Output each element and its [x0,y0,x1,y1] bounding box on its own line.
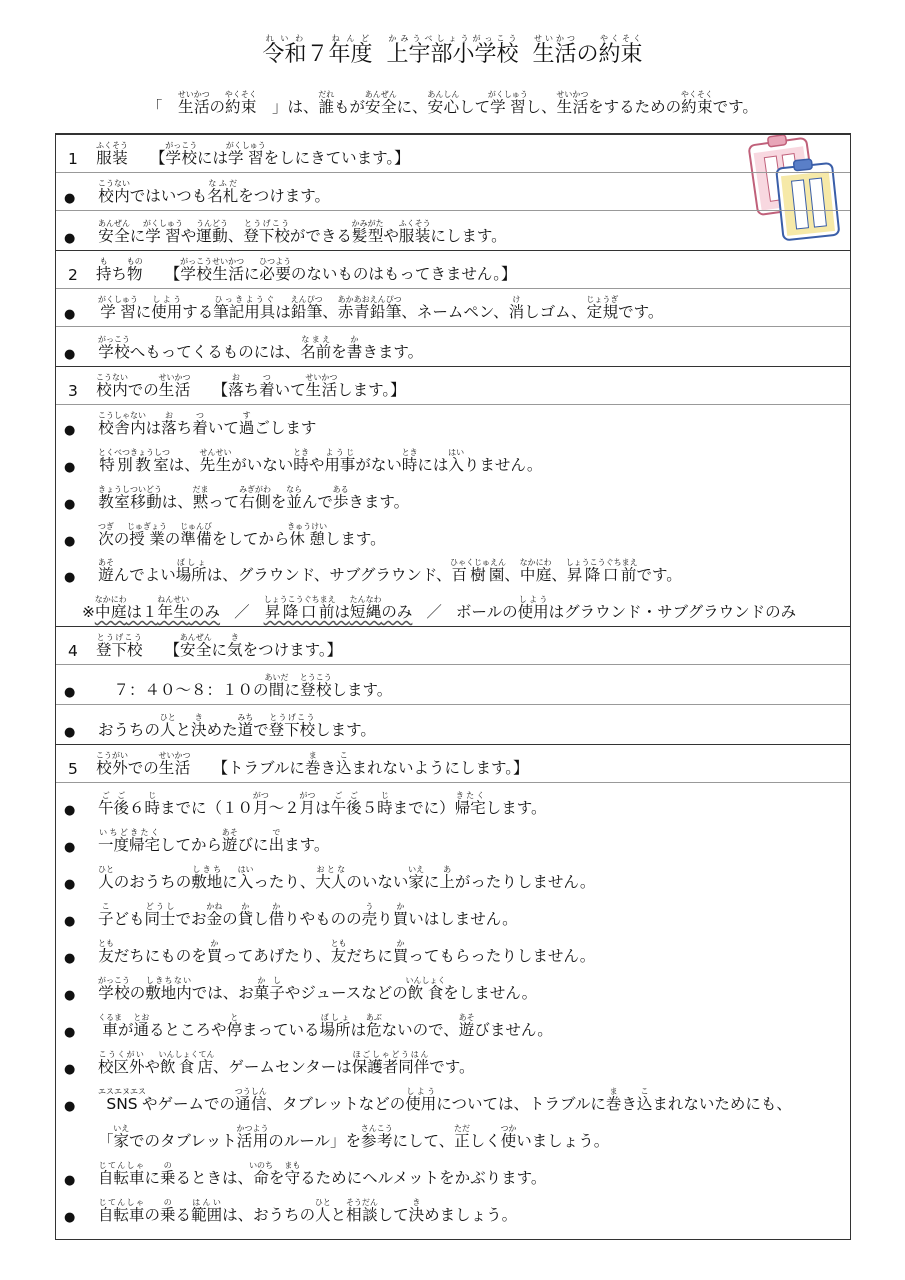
bullet-icon: ● [64,347,76,362]
list-item-text: 「家いえでのタブレット活用かつようのルール」を参考さんこうにして、正ただしく使つかいましょう。 [98,1124,610,1150]
bullet-icon: ● [64,460,76,475]
section-goal: 【学校がっこうには学習がくしゅうをしにきています。】 [150,141,410,167]
page-title: 令和れいわ７年度ねんど上宇部小学校かみうべしょうがっこう生活せいかつの約束やくそく [262,34,643,67]
list-item-text: 校舎内こうしゃないは落おち着ついて過すごします [98,411,317,437]
bullet-icon: ● [64,231,76,246]
title-school: 上宇部小学校かみうべしょうがっこう [386,34,519,67]
list-item-text: 校区外こうくがいや飲食店いんしょくてん、ゲームセンターは保護者同伴ほごしゃどうはんです。 [98,1050,475,1076]
bullet-icon: ● [64,803,76,818]
bullet-icon: ● [64,951,76,966]
list-item [56,172,850,210]
section-goal: 【学校生活がっこうせいかつに必要ひつようのないものはもってきません。】 [164,257,517,283]
list-item-continuation [56,1118,850,1155]
list-item [56,442,850,479]
list-item [56,933,850,970]
bullet-icon: ● [64,570,76,585]
list-item-text: おうちの人ひとと決きめた道みちで登下校とうげこうします。 [98,713,376,739]
list-item-text: 学習がくしゅうに使用しようする筆記用具ひっきようぐは鉛筆えんぴつ、赤青鉛筆あかあおえんぴつ、ネームペン、消けしゴム、定規じょうぎです。 [98,295,664,321]
section-title: 校外こうがいでの生活せいかつ [96,751,191,777]
section-number: 2 [68,266,78,284]
bullet-icon: ● [64,988,76,1003]
bullet-icon: ● [64,497,76,512]
bullet-icon: ● [64,307,76,322]
page-subtitle: 「 生活せいかつの約束やくそく 」は、誰だれもが安全あんぜんに、安心あんしんして学習がくしゅうし、生活せいかつをするための約束やくそくです。 [146,90,758,116]
list-item [56,1007,850,1044]
bullet-icon: ● [64,1173,76,1188]
list-item [56,1044,850,1081]
list-item-text: 自転車じてんしゃに乗のるときは、命いのちを守まもるためにヘルメットをかぶります。 [98,1161,547,1187]
list-item [56,479,850,516]
list-item-text: 友ともだちにものを買かってあげたり、友ともだちに買かってもらったりしません。 [98,939,596,965]
list-item-text: 子こども同士どうしでお金かねの貸かし借かりやものの売うり買かいはしません。 [98,902,518,928]
bullet-icon: ● [64,725,76,740]
section-number: 5 [68,760,78,778]
list-item-text: 学校がっこうへもってくるものには、名前なまえを書かきます。 [98,335,424,361]
bullet-icon: ● [64,914,76,929]
section-header [56,134,850,172]
note-line: ※中庭なかにわは１年生ねんせいのみ ／ 昇降口前しょうこうぐちまえは短縄たんなわのみ ／ ボールの使用しようはグラウンド・サブグラウンドのみ [82,595,797,621]
bullet-icon: ● [64,423,76,438]
list-item [56,822,850,859]
list-item-text: 次つぎの授業じゅぎょうの準備じゅんびをしてから休憩きゅうけいします。 [98,522,386,548]
section-number: 1 [68,150,78,168]
bullet-icon: ● [64,1210,76,1225]
list-item [56,326,850,366]
list-item-text: 教室移動きょうしついどうは、黙だまって右側みぎがわを並ならんで歩あるきます。 [98,485,410,511]
bullet-icon: ● [64,685,76,700]
list-item-text: 安全あんぜんに学習がくしゅうや運動うんどう、登下校とうげこうができる髪型かみがたや服装ふくそうにします。 [98,219,507,245]
list-item [56,970,850,1007]
note-separator: ／ [234,603,250,621]
list-item [56,896,850,933]
section-title: 持もち物もの [96,257,143,283]
list-item-text: 特別教室とくべつきょうしつは、先生せんせいがいない時ときや用事ようじがない時ときには入はいりません。 [98,448,543,474]
bullet-icon: ● [64,1062,76,1077]
bullet-icon: ● [64,1025,76,1040]
section-goal: 【トラブルに巻まき込こまれないようにします。】 [212,751,529,777]
list-item [56,1155,850,1192]
section-number: 4 [68,642,78,660]
section-goal: 【安全あんぜんに気きをつけます。】 [164,633,343,659]
bullet-icon: ● [64,840,76,855]
note-underlined: 昇降口前しょうこうぐちまえは短縄たんなわのみ [263,595,413,621]
section-header [56,626,850,664]
list-item [56,859,850,896]
list-item [56,288,850,326]
bullet-icon: ● [64,534,76,549]
note-underlined: 中庭なかにわは１年生ねんせいのみ [94,595,221,621]
section-header [56,744,850,782]
list-item [56,782,850,822]
section-goal: 【落おち着ついて生活せいかつします。】 [212,373,406,399]
list-item-text: SNSエスエヌエスやゲームでの通信つうしん、タブレットなどの使用しようについては、トラブルに巻まき込こまれないためにも、 [98,1087,792,1113]
section-title: 校内こうないでの生活せいかつ [96,373,191,399]
bullet-icon: ● [64,1099,76,1114]
bullet-icon: ● [64,877,76,892]
title-era: 令和れいわ [262,34,307,67]
list-item-text: 遊あそんでよい場所ばしょは、グラウンド、サブグラウンド、百樹園ひゃくじゅえん、中庭なかにわ、昇降口前しょうこうぐちまえです。 [98,558,682,584]
list-item-text: 人ひとのおうちの敷地しきちに入はいったり、大人おとなのいない家いえに上あがったりしません。 [98,865,596,891]
list-item [56,516,850,553]
list-item [56,553,850,589]
list-item-text: 校内こうないではいつも名札なふだをつけます。 [98,179,331,205]
list-item [56,664,850,704]
section-header [56,250,850,288]
list-item [56,404,850,442]
note-separator: ／ [426,603,442,621]
list-item [56,1192,850,1229]
list-item-text: ７：４０～８：１０の間あいだに登校とうこうします。 [98,673,393,699]
list-item-text: 午後ごご６時じまでに（１０月がつ～２月がつは午後ごご５時じまでに）帰宅きたくします。 [98,791,547,817]
list-item [56,210,850,250]
section-title: 登下校とうげこう [96,633,143,659]
list-item-text: 車くるまが通とおるところや停とまっている場所ばしょは危あぶないので、遊あそびません。 [98,1013,553,1039]
list-item-text: 自転車じてんしゃの乗のる範囲はんいは、おうちの人ひとと相談そうだんして決きめましょう。 [98,1198,518,1224]
list-item [56,1081,850,1118]
list-item-text: 学校がっこうの敷地内しきちないでは、お菓子かしやジュースなどの飲食いんしょくをしません。 [98,976,538,1002]
section-number: 3 [68,382,78,400]
section-header [56,366,850,404]
bullet-icon: ● [64,191,76,206]
list-item-text: 一度帰宅いちどきたくしてから遊あそびに出でます。 [98,828,330,854]
section-title: 服装ふくそう [96,141,128,167]
rules-table [55,133,851,1240]
list-item [56,704,850,744]
